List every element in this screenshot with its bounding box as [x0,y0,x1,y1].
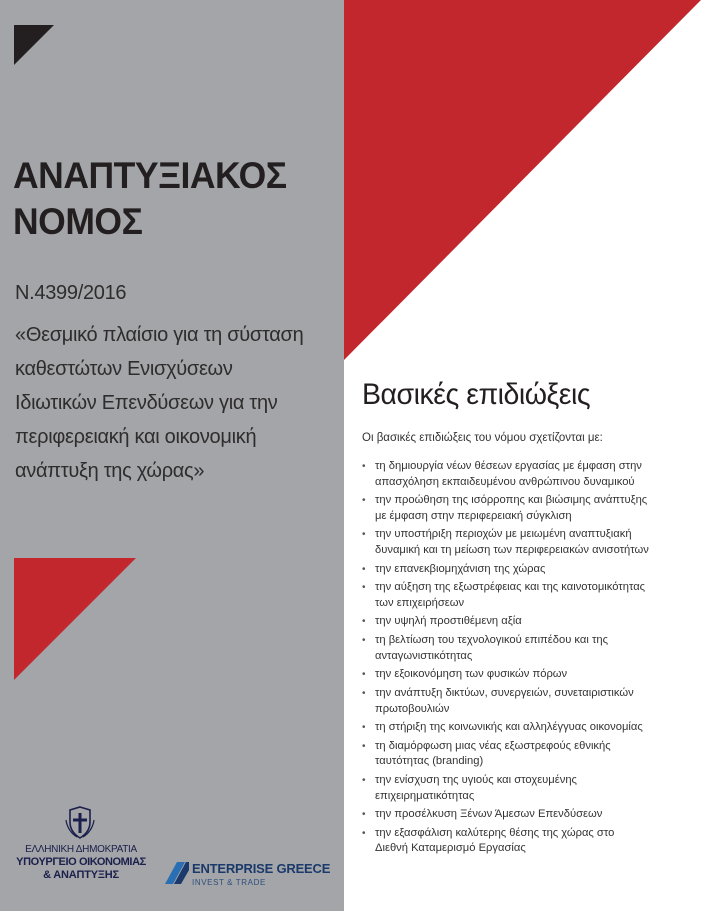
goal-text: τη δημιουργία νέων θέσεων εργασίας με έμφαση στην απασχόληση εκπαιδευμένου ανθρώπινου δυναμικού [375,460,642,488]
law-description-line: καθεστώτων Ενισχύσεων [15,358,233,380]
list-item [362,633,696,664]
bullet-icon: • [362,529,366,541]
goal-text: την προώθηση της ισόρροπης και βιώσιμης ανάπτυξης με έμφαση στην περιφερειακή σύγκλιση [375,494,648,522]
bullet-icon: • [362,461,366,472]
list-item [362,562,696,578]
bullet-icon: • [362,582,366,594]
ministry-title: ΥΠΟΥΡΓΕΙΟ ΟΙΚΟΝΟΜΙΑΣ [16,856,146,868]
bullet-icon: • [362,688,366,699]
ministry-name [14,843,148,882]
bullet-icon: • [362,563,366,575]
intro-text: Οι βασικές επιδιώξεις του νόμου σχετίζονται με: [362,432,603,444]
law-number: Ν.4399/2016 [15,282,127,304]
main-title-line-2: ΝΟΜΟΣ [13,201,143,242]
section-heading: Βασικές επιδιώξεις [362,378,591,411]
goal-text: την εξασφάλιση καλύτερης θέσης της χώρας στο Διεθνή Καταμερισμό Εργασίας [375,826,615,855]
law-description-line: Ιδιωτικών Επενδύσεων για την [15,392,278,414]
bullet-icon: • [362,635,366,647]
ministry-subtitle: & ΑΝΑΠΤΥΞΗΣ [43,869,119,881]
main-title [13,153,287,245]
list-item [362,773,696,804]
list-item [362,720,696,736]
list-item [362,614,696,630]
law-description-line: ανάπτυξη της χώρας» [15,460,205,482]
bullet-icon: • [362,827,366,839]
goal-text: την ανάπτυξη δικτύων, συνεργειών, συνεταιριστικών πρωτοβουλιών [375,687,634,715]
enterprise-greece-logo-icon [163,860,189,886]
enterprise-greece-tagline: INVEST & TRADE [192,878,266,887]
red-triangle-large-icon [344,0,701,360]
goal-text: την υψηλή προστιθέμενη αξία [375,615,522,628]
goals-list [362,459,696,860]
bullet-icon: • [362,616,366,628]
law-description [15,318,335,488]
bullet-icon: • [362,495,366,507]
enterprise-greece-name: ENTERPRISE GREECE [192,861,331,876]
bullet-icon: • [362,740,366,752]
list-item [362,580,696,611]
left-panel [0,0,344,911]
goal-text: τη στήριξη της κοινωνικής και αλληλέγγυας οικονομίας [375,721,643,734]
goal-text: την υποστήριξη περιοχών με μειωμένη αναπτυξιακή δυναμική και τη μείωση των περιφερειακών ανισοτήτων [375,528,649,556]
list-item [362,807,696,823]
goal-text: τη βελτίωση του τεχνολογικού επιπέδου και της ανταγωνιστικότητας [375,634,608,662]
goal-text: την εξοικονόμηση των φυσικών πόρων [375,668,568,681]
goal-text: την προσέλκυση Ξένων Άμεσων Επενδύσεων [375,808,603,821]
goal-text: την επανεκβιομηχάνιση της χώρας [375,562,546,575]
list-item [362,826,696,857]
corner-triangle-icon [14,25,54,65]
goal-text: τη διαμόρφωση μιας νέας εξωστρεφούς εθνικής ταυτότητας (branding) [375,739,611,768]
law-description-line: περιφερειακή και οικονομική [15,426,257,448]
greek-coat-of-arms-icon [64,806,96,840]
bullet-icon: • [362,775,366,787]
bullet-icon: • [362,809,366,821]
list-item [362,459,696,490]
red-triangle-small-icon [14,558,136,680]
bullet-icon: • [362,722,366,734]
list-item [362,493,696,524]
list-item [362,686,696,717]
list-item [362,739,696,770]
main-title-line-1: ΑΝΑΠΤΥΞΙΑΚΟΣ [13,155,287,196]
law-description-line: «Θεσμικό πλαίσιο για τη σύσταση [15,324,304,346]
list-item [362,527,696,558]
bullet-icon: • [362,669,366,681]
goal-text: την ενίσχυση της υγιούς και στοχευμένης επιχειρηματικότητας [375,774,577,802]
ministry-country: ΕΛΛΗΝΙΚΗ ΔΗΜΟΚΡΑΤΙΑ [25,844,137,855]
goal-text: την αύξηση της εξωστρέφειας και της καινοτομικότητας των επιχειρήσεων [375,581,646,609]
list-item [362,667,696,683]
